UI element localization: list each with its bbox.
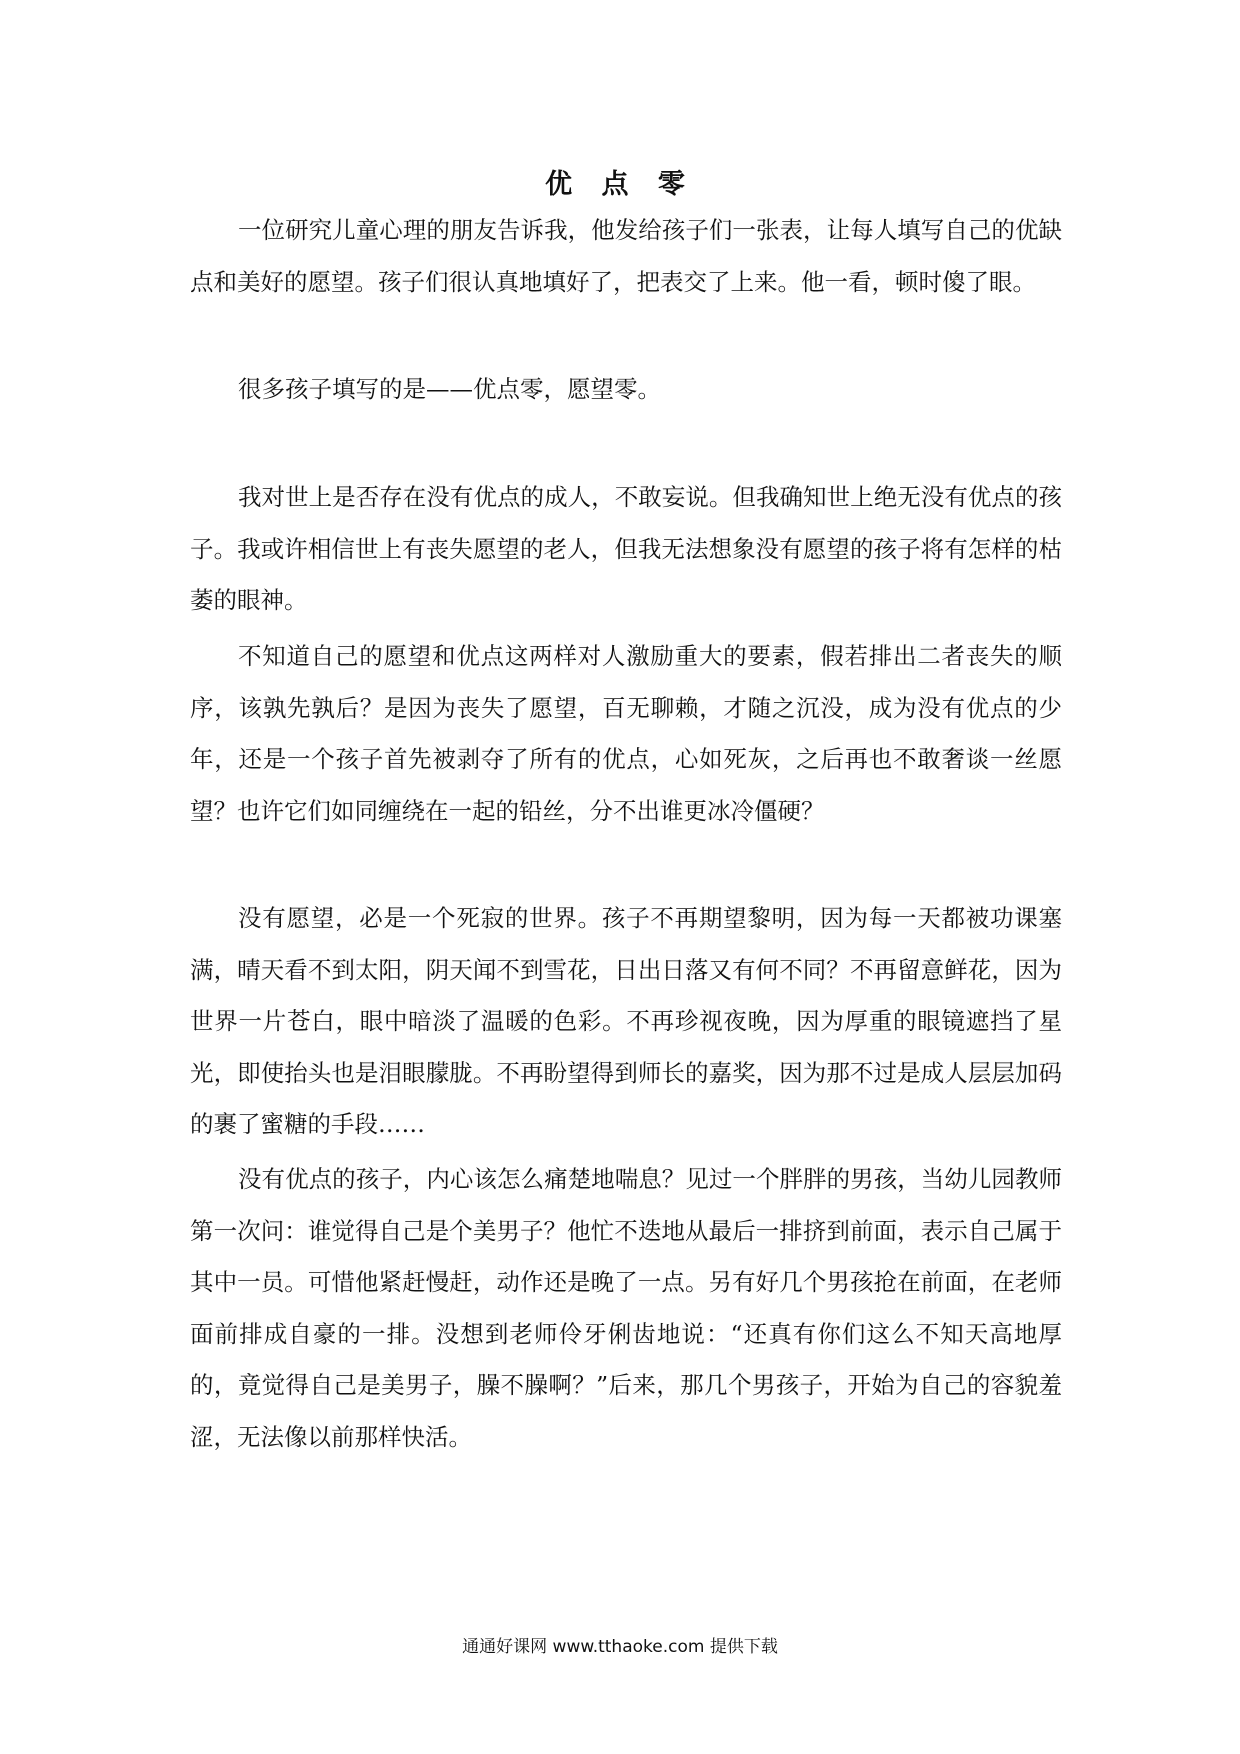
footer-credit: 通通好课网 www.tthaoke.com 提供下载: [462, 1637, 778, 1657]
paragraph-4: 不知道自己的愿望和优点这两样对人激励重大的要素，假若排出二者丧失的顺序，该孰先孰后？是因为丧失了愿望，百无聊赖，才随之沉没，成为没有优点的少年，还是一个孩子首先被剥夺了所有的优点，心如死灰，之后再也不敢奢谈一丝愿望？也许它们如同缠绕在一起的铅丝，分不出谁更冰冷僵硬？: [190, 642, 1062, 825]
paragraph-3: 我对世上是否存在没有优点的成人，不敢妄说。但我确知世上绝无没有优点的孩子。我或许相信世上有丧失愿望的老人，但我无法想象没有愿望的孩子将有怎样的枯萎的眼神。: [190, 483, 1062, 614]
page-title: 优 点 零: [545, 169, 695, 200]
paragraph-6: 没有优点的孩子，内心该怎么痛楚地喘息？见过一个胖胖的男孩，当幼儿园教师第一次问：谁觉得自己是个美男子？他忙不迭地从最后一排挤到前面，表示自己属于其中一员。可惜他紧赶慢赶，动作还是晚了一点。另有好几个男孩抢在前面，在老师面前排成自豪的一排。没想到老师伶牙俐齿地说：“还真有你们这么不知天高地厚的，竟觉得自己是美男子，臊不臊啊？”后来，那几个男孩子，开始为自己的容貌羞涩，无法像以前那样快活。: [190, 1165, 1062, 1451]
paragraph-5: 没有愿望，必是一个死寂的世界。孩子不再期望黎明，因为每一天都被功课塞满，晴天看不到太阳，阴天闻不到雪花，日出日落又有何不同？不再留意鲜花，因为世界一片苍白，眼中暗淡了温暖的色彩。不再珍视夜晚，因为厚重的眼镜遮挡了星光，即使抬头也是泪眼朦胧。不再盼望得到师长的嘉奖，因为那不过是成人层层加码的裹了蜜糖的手段……: [190, 904, 1062, 1138]
paragraph-2: 很多孩子填写的是——优点零，愿望零。: [238, 375, 661, 403]
paragraph-1: 一位研究儿童心理的朋友告诉我，他发给孩子们一张表，让每人填写自己的优缺点和美好的愿望。孩子们很认真地填好了，把表交了上来。他一看，顿时傻了眼。: [190, 216, 1062, 296]
